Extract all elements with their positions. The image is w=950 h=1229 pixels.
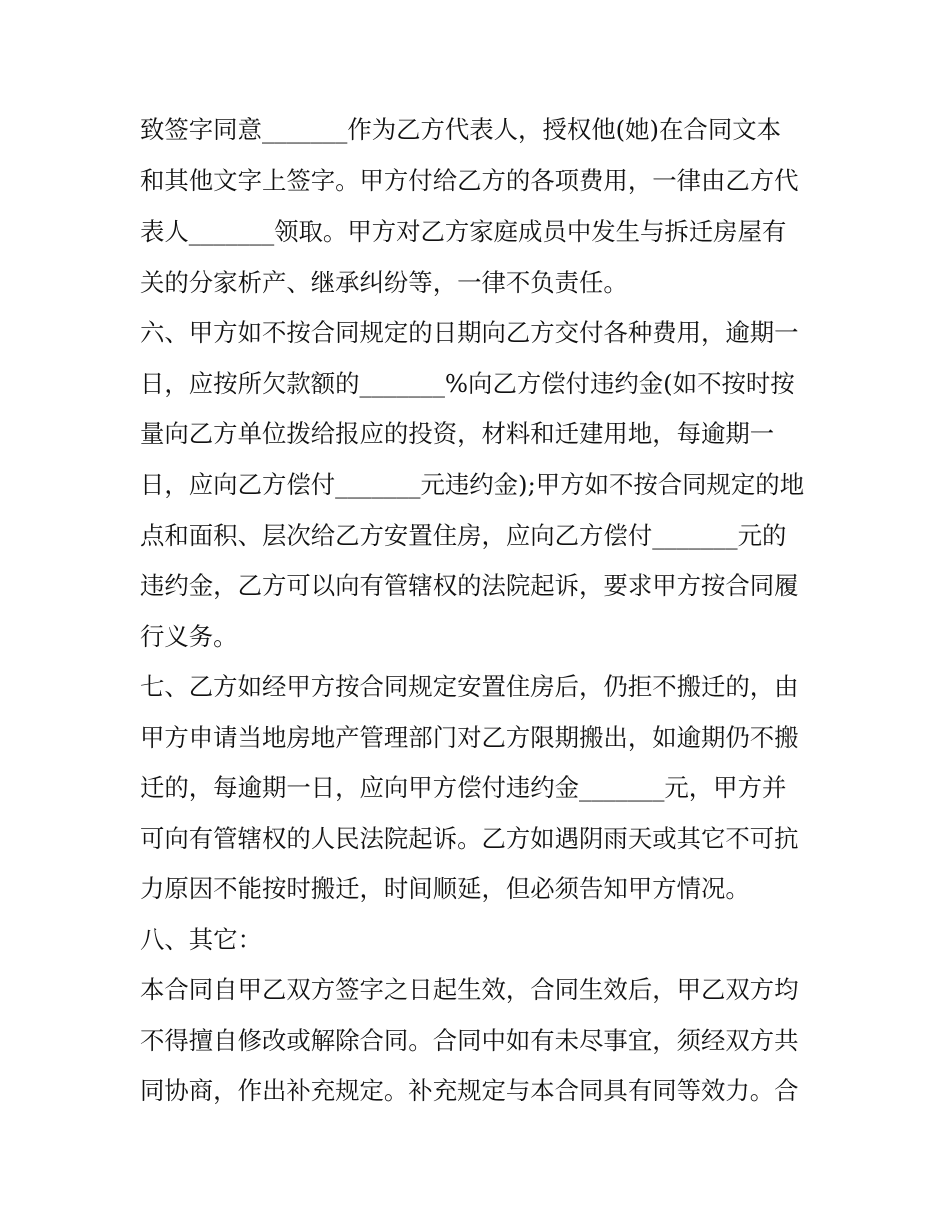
text-line: 迁的，每逾期一日，应向甲方偿付违约金_______元，甲方并: [140, 773, 787, 802]
text-line: 力原因不能按时搬迁，时间顺延，但必须告知甲方情况。: [140, 874, 750, 903]
section-8-heading: 八、其它：: [140, 925, 262, 954]
text-line: 日，应按所欠款额的_______%向乙方偿付违约金(如不按时按: [140, 369, 795, 398]
text-line: 违约金，乙方可以向有管辖权的法院起诉，要求甲方按合同履: [140, 571, 799, 600]
text-line: 日，应向乙方偿付_______元违约金);甲方如不按合同规定的地: [140, 470, 805, 499]
text-line: 和其他文字上签字。甲方付给乙方的各项费用，一律由乙方代: [140, 166, 799, 195]
text-line: 量向乙方单位拨给报应的投资，材料和迁建用地，每逾期一: [140, 419, 775, 448]
text-line: 表人_______领取。甲方对乙方家庭成员中发生与拆迁房屋有: [140, 217, 787, 246]
text-line: 行义务。: [140, 622, 238, 651]
text-line: 关的分家析产、继承纠纷等，一律不负责任。: [140, 268, 628, 297]
text-line: 致签字同意_______作为乙方代表人，授权他(她)在合同文本: [140, 115, 781, 144]
text-line: 不得擅自修改或解除合同。合同中如有未尽事宜，须经双方共: [140, 1026, 799, 1055]
section-6-heading-line: 六、甲方如不按合同规定的日期向乙方交付各种费用，逾期一: [140, 318, 799, 347]
section-7-heading-line: 七、乙方如经甲方按合同规定安置住房后，仍拒不搬迁的，由: [140, 672, 799, 701]
text-line: 可向有管辖权的人民法院起诉。乙方如遇阴雨天或其它不可抗: [140, 824, 799, 853]
text-line: 同协商，作出补充规定。补充规定与本合同具有同等效力。合: [140, 1076, 799, 1105]
text-line: 本合同自甲乙双方签字之日起生效，合同生效后，甲乙双方均: [140, 975, 799, 1004]
text-line: 点和面积、层次给乙方安置住房，应向乙方偿付_______元的: [140, 521, 787, 550]
text-line: 甲方申请当地房地产管理部门对乙方限期搬出，如逾期仍不搬: [140, 723, 799, 752]
